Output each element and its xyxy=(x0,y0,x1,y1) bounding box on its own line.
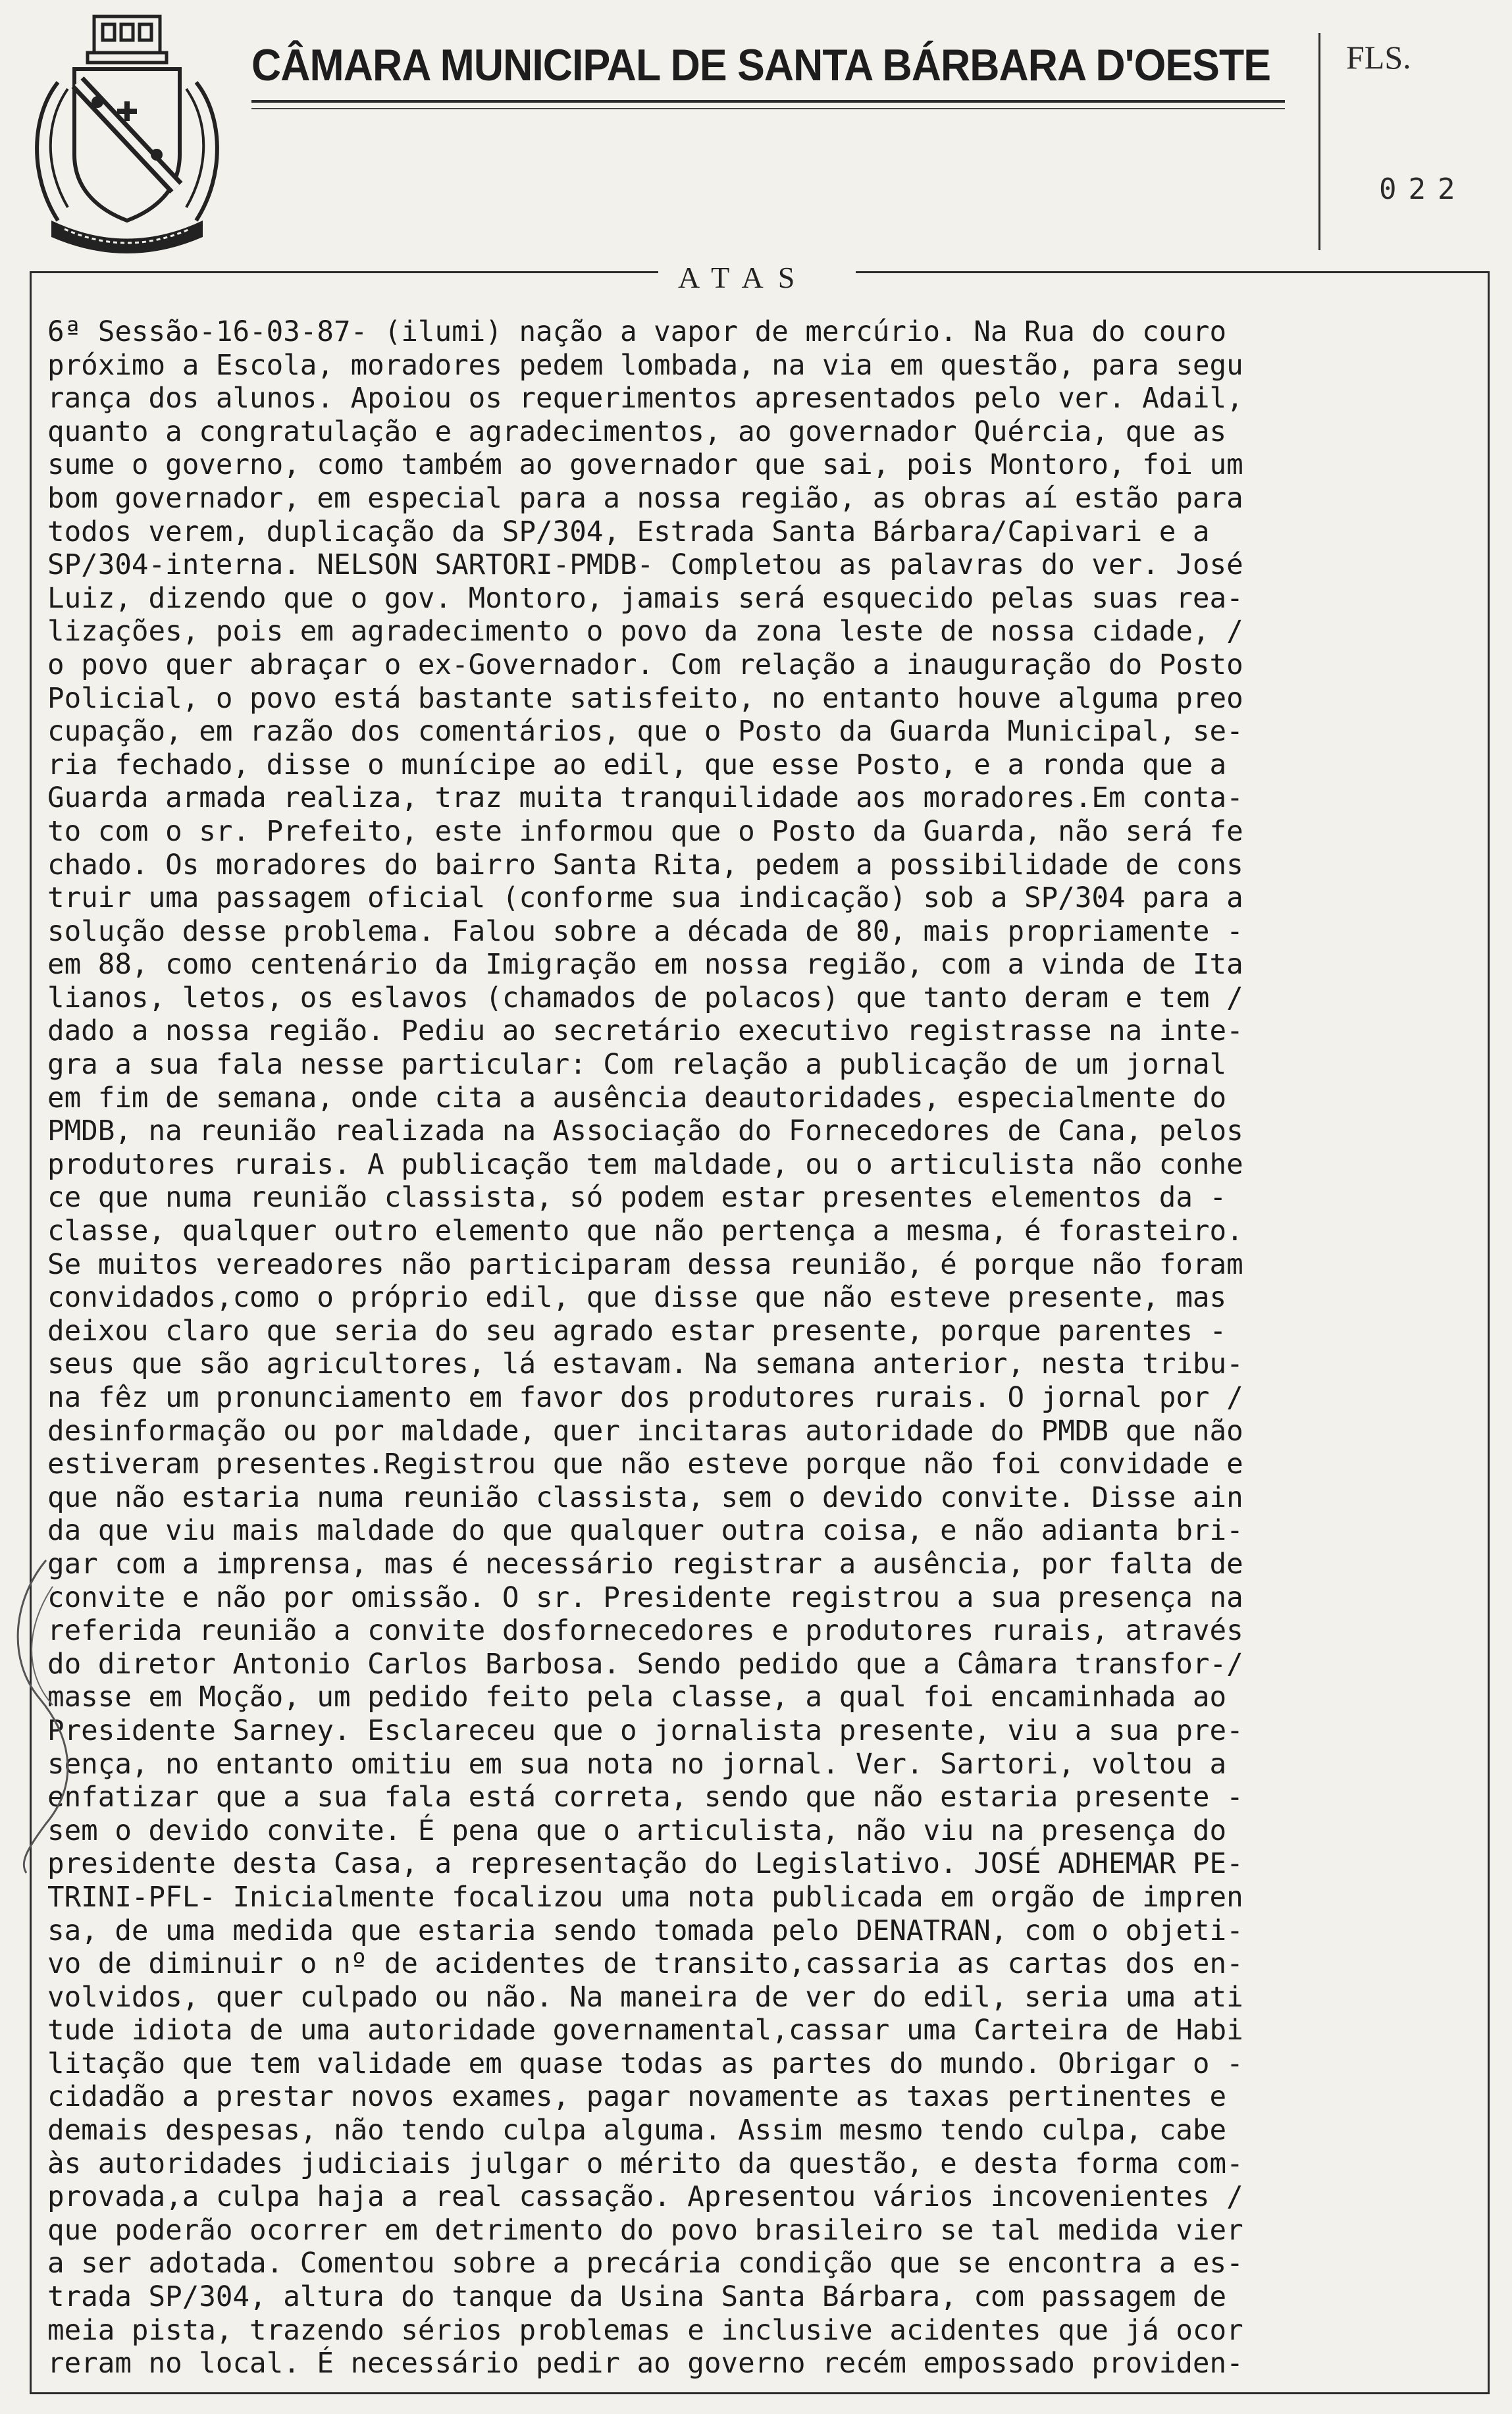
text-line: cidadão a prestar novos exames, pagar novamente as taxas pertinentes e xyxy=(47,2081,1227,2114)
text-line: seus que são agricultores, lá estavam. Na semana anterior, nesta tribu- xyxy=(47,1348,1243,1381)
text-line: lianos, letos, os eslavos (chamados de polacos) que tanto deram e tem / xyxy=(47,982,1243,1014)
council-name-heading: CÂMARA MUNICIPAL DE SANTA BÁRBARA D'OESTE xyxy=(251,40,1271,90)
text-line: tude idiota de uma autoridade governamental,cassar uma Carteira de Habi xyxy=(47,2014,1243,2047)
text-line: demais despesas, não tendo culpa alguma. Assim mesmo tendo culpa, cabe xyxy=(47,2114,1227,2147)
text-line: Luiz, dizendo que o gov. Montoro, jamais será esquecido pelas suas rea- xyxy=(47,582,1243,615)
text-line: desinformação ou por maldade, quer incitaras autoridade do PMDB que não xyxy=(47,1415,1243,1448)
header-rule xyxy=(251,100,1285,103)
text-line: solução desse problema. Falou sobre a década de 80, mais propriamente - xyxy=(47,915,1243,948)
text-line: dado a nossa região. Pediu ao secretário executivo registrasse na inte- xyxy=(47,1015,1243,1048)
text-line: que poderão ocorrer em detrimento do povo brasileiro se tal medida vier xyxy=(47,2214,1243,2247)
folio-divider xyxy=(1318,33,1320,250)
text-line: 6ª Sessão-16-03-87- (ilumi) nação a vapor de mercúrio. Na Rua do couro xyxy=(47,316,1227,348)
text-line: enfatizar que a sua fala está correta, sendo que não estaria presente - xyxy=(47,1781,1243,1814)
text-line: da que viu mais maldade do que qualquer outra coisa, e não adianta bri- xyxy=(47,1515,1243,1548)
text-line: TRINI-PFL- Inicialmente focalizou uma nota publicada em orgão de impren xyxy=(47,1881,1243,1914)
text-line: na fêz um pronunciamento em favor dos produtores rurais. O jornal por / xyxy=(47,1382,1243,1414)
text-line: truir uma passagem oficial (conforme sua indicação) sob a SP/304 para a xyxy=(47,882,1243,915)
text-line: gra a sua fala nesse particular: Com relação a publicação de um jornal xyxy=(47,1049,1227,1082)
text-line: o povo quer abraçar o ex-Governador. Com relação a inauguração do Posto xyxy=(47,648,1243,681)
text-line: volvidos, quer culpado ou não. Na maneira de ver do edil, seria uma ati xyxy=(47,1981,1243,2014)
text-line: classe, qualquer outro elemento que não pertença a mesma, é forasteiro. xyxy=(47,1215,1243,1248)
municipal-coat-of-arms-icon xyxy=(18,10,236,253)
text-line: sem o devido convite. É pena que o articulista, não viu na presença do xyxy=(47,1814,1227,1847)
text-line: vo de diminuir o nº de acidentes de transito,cassaria as cartas dos en- xyxy=(47,1948,1243,1981)
text-line: gar com a imprensa, mas é necessário registrar a ausência, por falta de xyxy=(47,1548,1243,1581)
text-line: masse em Moção, um pedido feito pela classe, a qual foi encaminhada ao xyxy=(47,1681,1227,1714)
text-line: convite e não por omissão. O sr. Presidente registrou a sua presença na xyxy=(47,1581,1243,1614)
text-line: Policial, o povo está bastante satisfeito, no entanto houve alguma preo xyxy=(47,682,1243,715)
text-line: SP/304-interna. NELSON SARTORI-PMDB- Completou as palavras do ver. José xyxy=(47,549,1243,582)
text-line: produtores rurais. A publicação tem maldade, ou o articulista não conhe xyxy=(47,1148,1243,1181)
text-line: to com o sr. Prefeito, este informou que o Posto da Guarda, não será fe xyxy=(47,815,1243,848)
text-line: que não estaria numa reunião classista, sem o devido convite. Disse ain xyxy=(47,1481,1243,1514)
text-line: todos verem, duplicação da SP/304, Estrada Santa Bárbara/Capivari e a xyxy=(47,515,1210,548)
text-line: deixou claro que seria do seu agrado estar presente, porque parentes - xyxy=(47,1315,1227,1348)
text-line: ce que numa reunião classista, só podem estar presentes elementos da - xyxy=(47,1182,1227,1215)
text-line: PMDB, na reunião realizada na Associação do Fornecedores de Cana, pelos xyxy=(47,1115,1243,1148)
text-line: convidados,como o próprio edil, que disse que não esteve presente, mas xyxy=(47,1282,1227,1315)
header-rule-secondary xyxy=(251,108,1285,109)
text-line: Guarda armada realiza, traz muita tranquilidade aos moradores.Em conta- xyxy=(47,782,1243,815)
text-line xyxy=(47,2381,1463,2414)
text-line: Presidente Sarney. Esclareceu que o jornalista presente, viu a sua pre- xyxy=(47,1714,1243,1747)
text-line: às autoridades judiciais julgar o mérito da questão, e desta forma com- xyxy=(47,2147,1243,2180)
text-line: referida reunião a convite dosfornecedores e produtores rurais, através xyxy=(47,1615,1243,1648)
text-line: a ser adotada. Comentou sobre a precária condição que se encontra a es- xyxy=(47,2247,1243,2280)
folio-label: FLS. xyxy=(1346,39,1411,76)
text-line: ria fechado, disse o munícipe ao edil, que esse Posto, e a ronda que a xyxy=(47,748,1227,781)
minutes-text-block xyxy=(47,316,1463,2414)
text-line: do diretor Antonio Carlos Barbosa. Sendo pedido que a Câmara transfor-/ xyxy=(47,1648,1243,1681)
text-line: em fim de semana, onde cita a ausência deautoridades, especialmente do xyxy=(47,1082,1227,1115)
text-line: reram no local. É necessário pedir ao governo recém empossado providen- xyxy=(47,2348,1243,2380)
text-line: meia pista, trazendo sérios problemas e inclusive acidentes que já ocor xyxy=(47,2314,1243,2347)
text-line: estiveram presentes.Registrou que não esteve porque não foi convidade e xyxy=(47,1448,1243,1481)
text-line: quanto a congratulação e agradecimentos, ao governador Quércia, que as xyxy=(47,415,1227,448)
text-line: sença, no entanto omitiu em sua nota no jornal. Ver. Sartori, voltou a xyxy=(47,1748,1227,1781)
text-line: sume o governo, como também ao governador que sai, pois Montoro, foi um xyxy=(47,449,1243,482)
text-line: litação que tem validade em quase todas as partes do mundo. Obrigar o - xyxy=(47,2047,1243,2080)
text-line: próximo a Escola, moradores pedem lombada, na via em questão, para segu xyxy=(47,349,1243,382)
text-line: bom governador, em especial para a nossa região, as obras aí estão para xyxy=(47,482,1243,515)
text-line: chado. Os moradores do bairro Santa Rita, pedem a possibilidade de cons xyxy=(47,849,1243,881)
text-line: trada SP/304, altura do tanque da Usina Santa Bárbara, com passagem de xyxy=(47,2281,1227,2314)
text-line: Se muitos vereadores não participaram dessa reunião, é porque não foram xyxy=(47,1248,1243,1281)
text-line: cupação, em razão dos comentários, que o Posto da Guarda Municipal, se- xyxy=(47,716,1243,748)
minutes-section-title: ATAS xyxy=(678,261,810,294)
text-line: presidente desta Casa, a representação do Legislativo. JOSÉ ADHEMAR PE- xyxy=(47,1848,1243,1881)
text-line: rança dos alunos. Apoiou os requerimentos apresentados pelo ver. Adail, xyxy=(47,382,1243,415)
text-line: lizações, pois em agradecimento o povo da zona leste de nossa cidade, / xyxy=(47,616,1243,648)
folio-number: 022 xyxy=(1379,172,1467,206)
margin-handwriting-mark xyxy=(0,1547,92,1876)
text-line: provada,a culpa haja a real cassação. Apresentou vários incovenientes / xyxy=(47,2181,1243,2214)
text-line: em 88, como centenário da Imigração em nossa região, com a vinda de Ita xyxy=(47,949,1243,982)
text-line: sa, de uma medida que estaria sendo tomada pelo DENATRAN, com o objeti- xyxy=(47,1914,1243,1947)
